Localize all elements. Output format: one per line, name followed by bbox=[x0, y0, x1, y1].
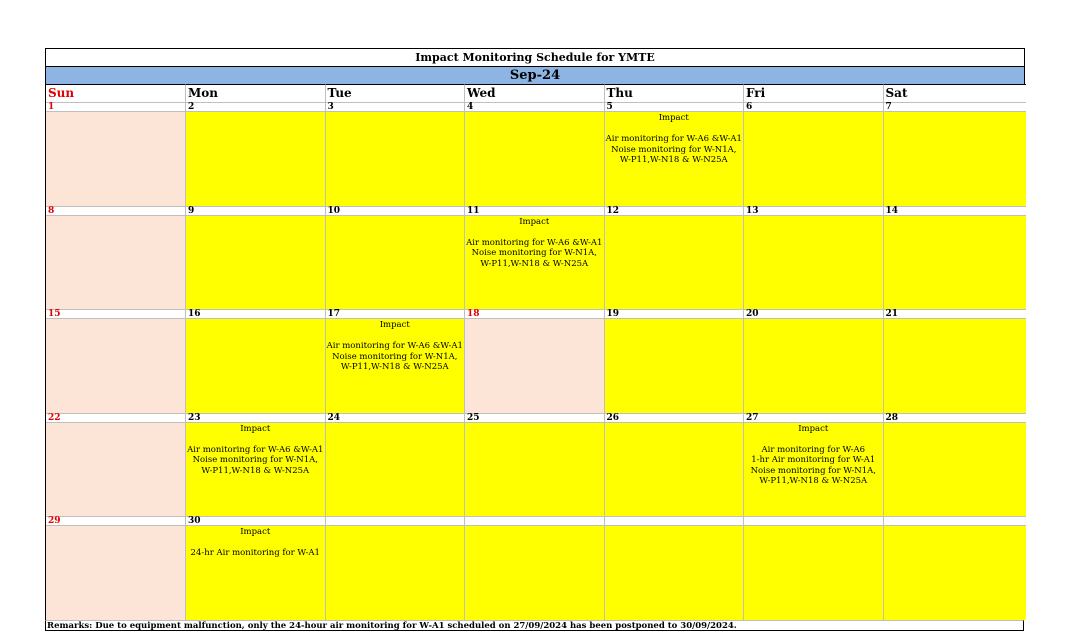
day-number: 29 bbox=[46, 517, 185, 526]
day-body bbox=[186, 423, 325, 517]
day-cell bbox=[46, 309, 186, 413]
day-cell bbox=[326, 413, 466, 517]
day-body bbox=[326, 319, 465, 413]
event-line: W-P11,W-N18 & W-N25A bbox=[480, 258, 589, 269]
weekday-tue: Tue bbox=[326, 84, 466, 102]
day-number bbox=[326, 517, 465, 526]
day-cell bbox=[605, 413, 745, 517]
month-header: Sep-24 bbox=[45, 66, 1025, 84]
day-body bbox=[605, 423, 744, 517]
event-line: W-P11,W-N18 & W-N25A bbox=[759, 476, 868, 486]
day-body bbox=[186, 319, 325, 413]
event-line: Air monitoring for W-A6 &W-A1 bbox=[187, 444, 324, 455]
day-body bbox=[605, 216, 744, 310]
day-cell bbox=[186, 206, 326, 310]
event-heading: Impact bbox=[519, 216, 550, 227]
event-line: Noise monitoring for W-N1A, bbox=[192, 455, 318, 465]
day-cell bbox=[884, 206, 1027, 310]
day-cell bbox=[326, 206, 466, 310]
day-number: 18 bbox=[465, 310, 604, 319]
day-body bbox=[46, 319, 185, 413]
day-cell bbox=[326, 309, 466, 413]
day-cell bbox=[465, 206, 605, 310]
day-number: 20 bbox=[744, 310, 883, 319]
day-cell bbox=[744, 413, 884, 517]
day-cell bbox=[884, 309, 1027, 413]
schedule-title: Impact Monitoring Schedule for YMTE bbox=[45, 48, 1025, 66]
day-body bbox=[186, 112, 325, 206]
day-number: 7 bbox=[884, 103, 1027, 112]
calendar bbox=[45, 48, 1025, 631]
event-line: W-P11,W-N18 & W-N25A bbox=[619, 155, 728, 165]
event-heading: Impact bbox=[658, 113, 689, 123]
day-cell bbox=[46, 516, 186, 620]
day-cell bbox=[884, 516, 1027, 620]
day-body bbox=[605, 112, 744, 206]
day-number: 30 bbox=[186, 517, 325, 526]
day-cell bbox=[465, 102, 605, 206]
weekday-mon: Mon bbox=[186, 84, 326, 102]
day-number: 22 bbox=[46, 414, 185, 423]
day-body bbox=[884, 423, 1027, 517]
event-heading: Impact bbox=[798, 423, 829, 434]
day-cell bbox=[605, 516, 745, 620]
day-number: 12 bbox=[605, 207, 744, 216]
event-line: Air monitoring for W-A6 &W-A1 bbox=[605, 134, 742, 144]
day-body bbox=[326, 112, 465, 206]
day-body bbox=[884, 526, 1027, 620]
day-cell bbox=[605, 102, 745, 206]
day-body bbox=[884, 112, 1027, 206]
event-line: Noise monitoring for W-N1A, bbox=[750, 465, 876, 476]
day-body bbox=[46, 423, 185, 517]
day-body bbox=[605, 526, 744, 620]
day-number: 13 bbox=[744, 207, 883, 216]
day-number: 14 bbox=[884, 207, 1027, 216]
week-row bbox=[45, 413, 1025, 517]
day-cell bbox=[326, 516, 466, 620]
event-spacer bbox=[326, 331, 465, 342]
day-number: 3 bbox=[326, 103, 465, 112]
day-cell bbox=[884, 102, 1027, 206]
event-line: Noise monitoring for W-N1A, bbox=[471, 248, 597, 258]
event-line: Air monitoring for W-A6 bbox=[761, 444, 865, 455]
event-heading: Impact bbox=[379, 320, 410, 330]
weekday-wed: Wed bbox=[465, 84, 605, 102]
day-cell bbox=[605, 309, 745, 413]
week-row bbox=[45, 206, 1025, 310]
day-number: 24 bbox=[326, 414, 465, 423]
day-number: 4 bbox=[465, 103, 604, 112]
day-body bbox=[465, 526, 604, 620]
event-line: Air monitoring for W-A6 &W-A1 bbox=[466, 237, 603, 248]
day-cell bbox=[186, 413, 326, 517]
day-cell bbox=[465, 309, 605, 413]
day-body bbox=[465, 423, 604, 517]
day-body bbox=[605, 319, 744, 413]
weekday-header-row bbox=[45, 84, 1025, 102]
day-number bbox=[465, 517, 604, 526]
day-cell bbox=[186, 309, 326, 413]
day-number: 17 bbox=[326, 310, 465, 319]
event-line: W-P11,W-N18 & W-N25A bbox=[201, 465, 310, 476]
day-body bbox=[326, 526, 465, 620]
day-body bbox=[744, 319, 883, 413]
event-spacer bbox=[605, 124, 744, 135]
day-cell bbox=[326, 102, 466, 206]
event-line: W-P11,W-N18 & W-N25A bbox=[340, 362, 449, 372]
event-line: Air monitoring for W-A6 &W-A1 bbox=[326, 341, 463, 351]
weekday-sun: Sun bbox=[46, 84, 186, 102]
event-heading: Impact bbox=[240, 423, 271, 434]
remarks-note: Remarks: Due to equipment malfunction, only the 24-hour air monitoring for W-A1 scheduled on 27/09/2024 has been postponed to 30/09/2024. bbox=[45, 620, 1024, 631]
day-number: 5 bbox=[605, 103, 744, 112]
day-body bbox=[884, 319, 1027, 413]
weekday-thu: Thu bbox=[605, 84, 745, 102]
weekday-sat: Sat bbox=[884, 84, 1027, 102]
day-body bbox=[744, 526, 883, 620]
event-line: 1-hr Air monitoring for W-A1 bbox=[751, 455, 876, 465]
day-cell bbox=[465, 413, 605, 517]
day-number: 2 bbox=[186, 103, 325, 112]
day-body bbox=[186, 526, 325, 620]
day-body bbox=[884, 216, 1027, 310]
day-body bbox=[46, 112, 185, 206]
event-heading: Impact bbox=[240, 527, 271, 537]
day-cell bbox=[46, 413, 186, 517]
day-cell bbox=[46, 206, 186, 310]
day-cell bbox=[186, 102, 326, 206]
day-number bbox=[744, 517, 883, 526]
day-cell bbox=[46, 102, 186, 206]
day-body bbox=[744, 216, 883, 310]
day-body bbox=[326, 216, 465, 310]
day-body bbox=[46, 526, 185, 620]
day-number: 15 bbox=[46, 310, 185, 319]
weekday-fri: Fri bbox=[744, 84, 884, 102]
day-number: 21 bbox=[884, 310, 1027, 319]
day-number: 26 bbox=[605, 414, 744, 423]
day-body bbox=[465, 112, 604, 206]
day-cell bbox=[884, 413, 1027, 517]
day-cell bbox=[465, 516, 605, 620]
day-cell bbox=[744, 309, 884, 413]
day-body bbox=[465, 319, 604, 413]
day-cell bbox=[605, 206, 745, 310]
day-number: 19 bbox=[605, 310, 744, 319]
event-spacer bbox=[744, 434, 883, 445]
day-body bbox=[744, 423, 883, 517]
day-number: 9 bbox=[186, 207, 325, 216]
event-line: Noise monitoring for W-N1A, bbox=[611, 144, 737, 155]
day-number: 28 bbox=[884, 414, 1027, 423]
day-cell bbox=[744, 516, 884, 620]
day-number: 8 bbox=[46, 207, 185, 216]
day-number: 27 bbox=[744, 414, 883, 423]
day-cell bbox=[744, 206, 884, 310]
event-line: Noise monitoring for W-N1A, bbox=[332, 351, 458, 362]
day-body bbox=[326, 423, 465, 517]
week-row bbox=[45, 516, 1025, 620]
day-number: 1 bbox=[46, 103, 185, 112]
day-body bbox=[744, 112, 883, 206]
day-body bbox=[465, 216, 604, 310]
day-number: 6 bbox=[744, 103, 883, 112]
day-number bbox=[605, 517, 744, 526]
day-body bbox=[46, 216, 185, 310]
day-number: 10 bbox=[326, 207, 465, 216]
event-spacer bbox=[186, 538, 325, 549]
week-row bbox=[45, 309, 1025, 413]
event-spacer bbox=[186, 434, 325, 445]
week-row bbox=[45, 102, 1025, 206]
day-number bbox=[884, 517, 1027, 526]
day-body bbox=[186, 216, 325, 310]
day-cell bbox=[186, 516, 326, 620]
event-spacer bbox=[465, 227, 604, 238]
day-number: 23 bbox=[186, 414, 325, 423]
day-cell bbox=[744, 102, 884, 206]
day-number: 11 bbox=[465, 207, 604, 216]
day-number: 16 bbox=[186, 310, 325, 319]
calendar-weeks bbox=[45, 102, 1025, 620]
event-line: 24-hr Air monitoring for W-A1 bbox=[190, 548, 320, 558]
day-number: 25 bbox=[465, 414, 604, 423]
